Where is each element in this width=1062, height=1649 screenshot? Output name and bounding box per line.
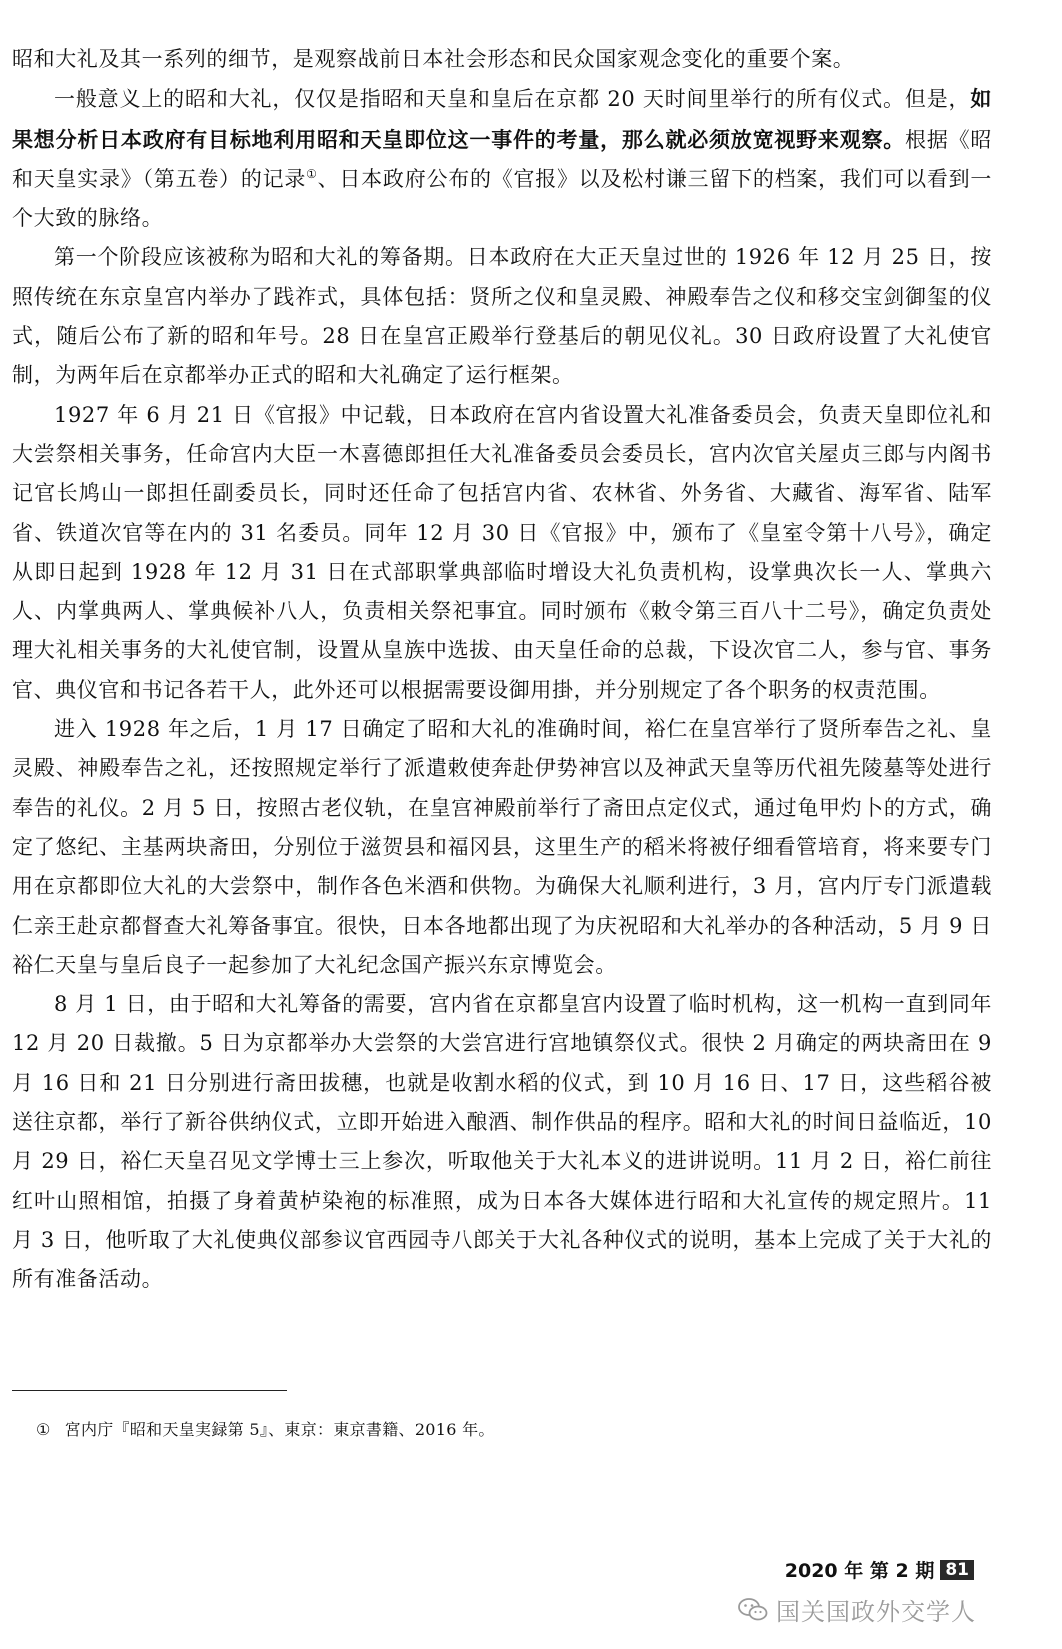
footnote <box>36 1418 495 1442</box>
paragraph-6: 8 月 1 日，由于昭和大礼筹备的需要，宫内省在京都皇宫内设置了临时机构，这一机构一直到同年 12 月 20 日裁撤。5 日为京都举办大尝祭的大尝宫进行宫地镇祭仪式。很快 2 月确定的两块斋田在 9 月 16 日和 21 日分别进行斋田拔穗，也就是收割水稻的仪式，到 10 月 16 日、17 日，这些稻谷被送往京都，举行了新谷供纳仪式，立即开始进入酿酒、制作供品的程序。昭和大礼的时间日益临近，10 月 29 日，裕仁天皇召见文学博士三上参次，听取他关于大礼本义的进讲说明。11 月 2 日，裕仁前往红叶山照相馆，拍摄了身着黄栌染袍的标准照，成为日本各大媒体进行昭和大礼宣传的规定照片。11 月 3 日，他听取了大礼使典仪部参议官西园寺八郎关于大礼各种仪式的说明，基本上完成了关于大礼的所有准备活动。 <box>12 992 992 1292</box>
wechat-icon <box>738 1597 768 1623</box>
footnote-text: 宮内庁『昭和天皇実録第 5』、東京：東京書籍、2016 年。 <box>64 1420 495 1439</box>
paragraph-5: 进入 1928 年之后，1 月 17 日确定了昭和大礼的准确时间，裕仁在皇宫举行了贤所奉告之礼、皇灵殿、神殿奉告之礼，还按照规定举行了派遣敕使奔赴伊势神宫以及神武天皇等历代祖先陵墓等处进行奉告的礼仪。2 月 5 日，按照古老仪轨，在皇宫神殿前举行了斋田点定仪式，通过龟甲灼卜的方式，确定了悠纪、主基两块斋田，分别位于滋贺县和福冈县，这里生产的稻米将被仔细看管培育，将来要专门用在京都即位大礼的大尝祭中，制作各色米酒和供物。为确保大礼顺利进行，3 月，宫内厅专门派遣载仁亲王赴京都督查大礼筹备事宜。很快，日本各地都出现了为庆祝昭和大礼举办的各种活动，5 月 9 日裕仁天皇与皇后良子一起参加了大礼纪念国产振兴东京博览会。 <box>12 717 992 977</box>
paragraph-2-a: 一般意义上的昭和大礼，仅仅是指昭和天皇和皇后在京都 20 天时间里举行的所有仪式。但是， <box>54 87 971 112</box>
paragraph-2 <box>12 79 992 238</box>
footnote-marker: ① <box>36 1420 51 1439</box>
footnote-ref[interactable]: ① <box>306 166 318 181</box>
issue-label: 2020 年 第 2 期 <box>784 1560 935 1582</box>
watermark <box>738 1592 976 1627</box>
page-number: 81 <box>940 1560 974 1580</box>
paragraph-3: 第一个阶段应该被称为昭和大礼的筹备期。日本政府在大正天皇过世的 1926 年 12 月 25 日，按照传统在东京皇宫内举办了践祚式，具体包括：贤所之仪和皇灵殿、神殿奉告之仪和移交宝剑御玺的仪式，随后公布了新的昭和年号。28 日在皇宫正殿举行登基后的朝见仪礼。30 日政府设置了大礼使官制，为两年后在京都举办正式的昭和大礼确定了运行框架。 <box>12 245 992 388</box>
paragraph-2-b: 根据《昭和天皇实录》（第五卷）的记录 <box>12 127 992 191</box>
paragraph-4: 1927 年 6 月 21 日《官报》中记载，日本政府在宫内省设置大礼准备委员会，负责天皇即位礼和大尝祭相关事务，任命宫内大臣一木喜德郎担任大礼准备委员会委员长，宫内次官关屋贞三郎与内阁书记官长鸠山一郎担任副委员长，同时还任命了包括宫内省、农林省、外务省、大藏省、海军省、陆军省、铁道次官等在内的 31 名委员。同年 12 月 30 日《官报》中，颁布了《皇室令第十八号》，确定从即日起到 1928 年 12 月 31 日在式部职掌典部临时增设大礼负责机构，设掌典次长一人、掌典六人、内掌典两人、掌典候补八人，负责相关祭祀事宜。同时颁布《敕令第三百八十二号》，确定负责处理大礼相关事务的大礼使官制，设置从皇族中选拔、由天皇任命的总裁，下设次官二人，参与官、事务官、典仪官和书记各若干人，此外还可以根据需要设御用掛，并分别规定了各个职务的权责范围。 <box>12 402 992 702</box>
body-text <box>12 40 992 1300</box>
footnote-divider <box>12 1390 287 1391</box>
watermark-text: 国关国政外交学人 <box>776 1598 976 1626</box>
paragraph-1: 昭和大礼及其一系列的细节，是观察战前日本社会形态和民众国家观念变化的重要个案。 <box>12 47 855 71</box>
paragraph-2-c: 、日本政府公布的《官报》以及松村谦三留下的档案，我们可以看到一个大致的脉络。 <box>12 166 993 231</box>
paragraph-2-bold: 如果想分析日本政府有目标地利用昭和天皇即位这一事件的考量，那么就必须放宽视野来观察。 <box>12 86 992 152</box>
page-footer <box>785 1556 974 1583</box>
